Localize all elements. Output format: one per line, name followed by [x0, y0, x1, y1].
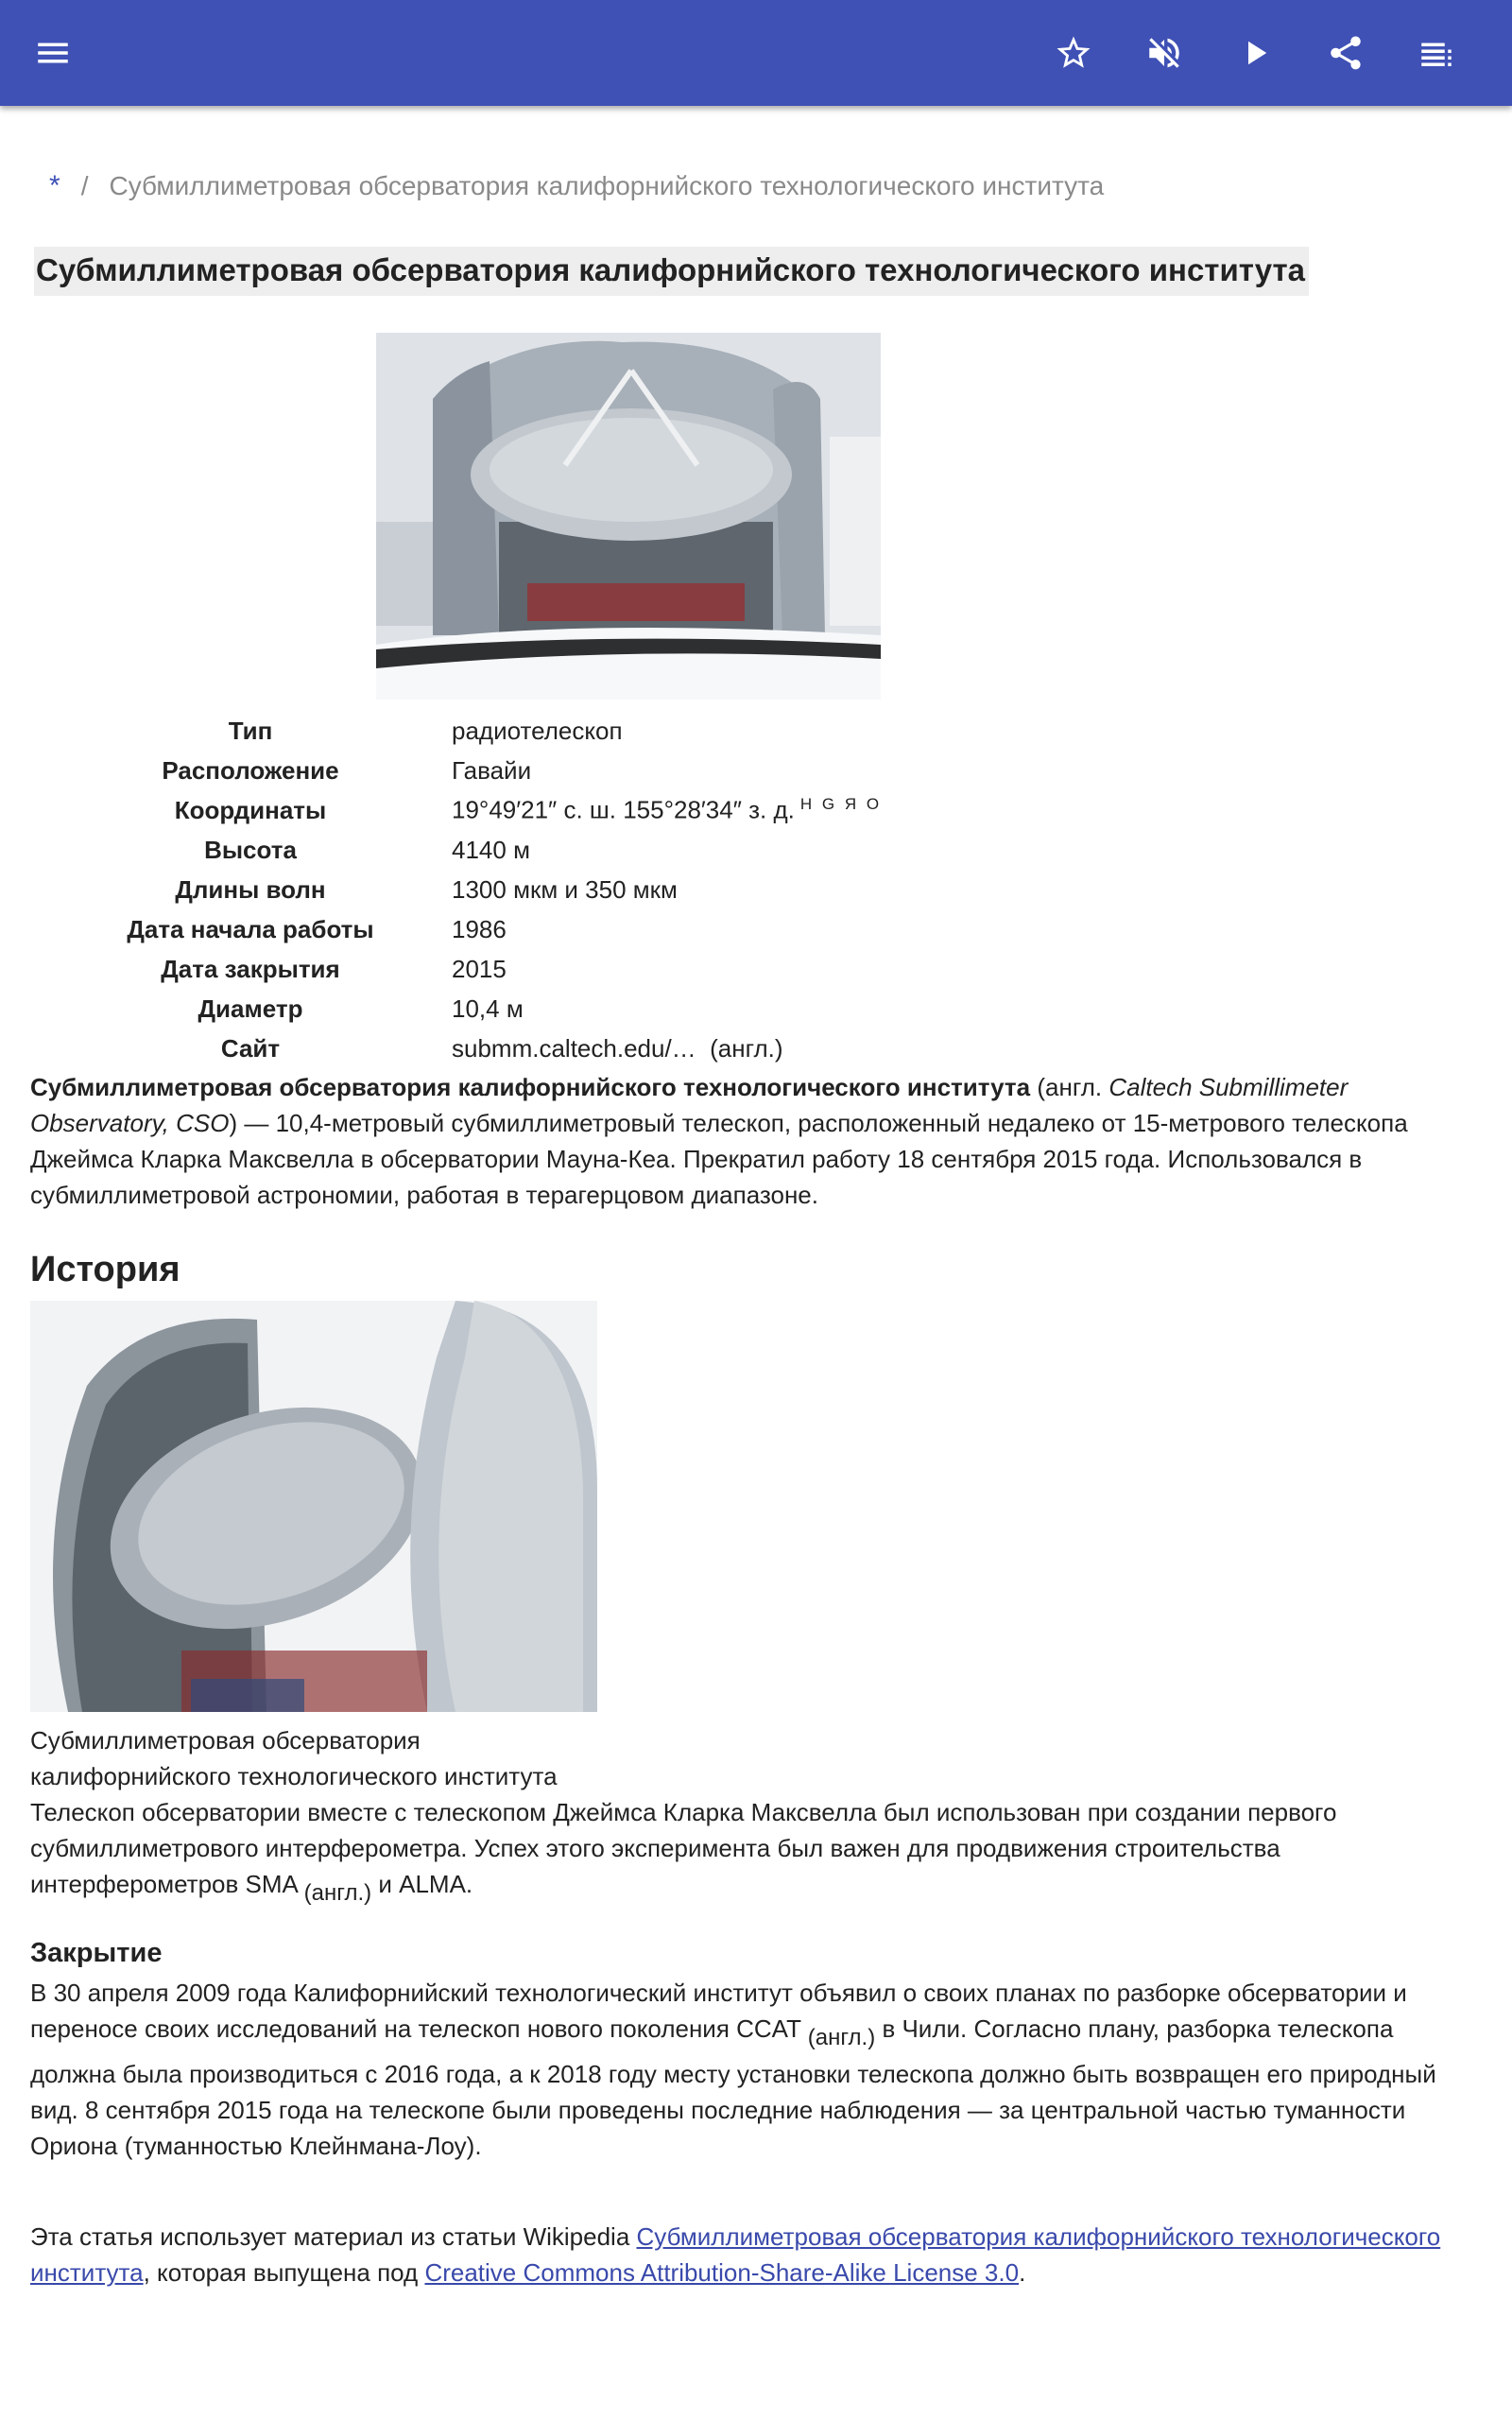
- menu-icon: [33, 33, 73, 73]
- infobox-value-site: [406, 1028, 882, 1068]
- playlist-icon: [1417, 33, 1456, 73]
- infobox-key: Расположение: [162, 755, 339, 785]
- site-lang-note: (англ.): [710, 1033, 783, 1063]
- play-icon: [1235, 33, 1275, 73]
- infobox-key: Дата закрытия: [161, 954, 340, 983]
- infobox-key: Координаты: [174, 795, 327, 824]
- intro-italic: Caltech Submillimeter Observatory, CSO: [30, 1073, 1349, 1137]
- infobox-table: [94, 711, 882, 1068]
- history-heading: История: [30, 1250, 180, 1289]
- breadcrumb-current: Субмиллиметровая обсерватория калифорнийского технологического института: [109, 171, 1105, 200]
- intro-bold: Субмиллиметровая обсерватория калифорнийского технологического института: [30, 1073, 1031, 1101]
- intro-text-2: ) — 10,4-метровый субмиллиметровый телескоп, расположенный недалеко от 15-метрового телескопа Джеймса Кларка Максвелла в обсерватории Мауна-Кеа. Прекратил работу 18 сентября 2015 года. Использовался в субмиллиметровой астрономии, работая в терагерцовом диапазоне.: [30, 1109, 1408, 1209]
- ccat-lang-note[interactable]: (англ.): [807, 2025, 876, 2050]
- observatory-dish-drawing: [30, 1301, 597, 1712]
- infobox-key: Тип: [228, 716, 273, 745]
- map-links[interactable]: H G Я O: [799, 795, 883, 814]
- star-outline-icon: [1054, 33, 1093, 73]
- infobox-row: [94, 711, 882, 751]
- infobox-key: Сайт: [220, 1033, 281, 1063]
- infobox-value: 1300 мкм и 350 мкм: [452, 874, 678, 904]
- mute-button[interactable]: [1136, 25, 1193, 81]
- breadcrumb: [49, 170, 1104, 202]
- infobox-row: [94, 909, 882, 949]
- infobox-row: [94, 751, 882, 790]
- infobox-value-coordinates: [406, 790, 882, 830]
- footer-text-1: Эта статья использует материал из статьи Wikipedia: [30, 2222, 637, 2251]
- sma-lang-note[interactable]: (англ.): [303, 1880, 372, 1906]
- infobox-row: [94, 989, 882, 1028]
- infobox-row: [94, 1028, 882, 1068]
- footer-text-3: .: [1019, 2258, 1026, 2287]
- observatory-photo-drawing: [376, 333, 881, 700]
- footer-text-2: , которая выпущена под: [143, 2258, 425, 2287]
- infobox-row: [94, 949, 882, 989]
- play-button[interactable]: [1227, 25, 1283, 81]
- license-footer: [30, 2219, 1486, 2290]
- infobox-row: [94, 870, 882, 909]
- caption-line-2: калифорнийского технологического института: [30, 1762, 558, 1790]
- infobox-value: 2015: [452, 954, 507, 983]
- breadcrumb-separator: /: [80, 171, 89, 200]
- volume-off-icon: [1144, 33, 1184, 73]
- history-image-caption: [30, 1722, 597, 1794]
- playlist-button[interactable]: [1408, 25, 1465, 81]
- wikipedia-article-link[interactable]: Субмиллиметровая обсерватория калифорнийского технологического института: [30, 2222, 1441, 2287]
- menu-button[interactable]: [25, 25, 81, 81]
- favorite-button[interactable]: [1045, 25, 1102, 81]
- closing-text-2: в Чили. Согласно плану, разборка телескопа должна была производиться с 2016 года, а к 2018 году месту установки телескопа должно быть возвращен его природный вид. 8 сентября 2015 года на телескопе были проведены последние наблюдения — за центральной частью туманности Ориона (туманностью Клейнмана-Лоу).: [30, 2014, 1436, 2160]
- infobox-value: 1986: [452, 914, 507, 943]
- closing-paragraph: [30, 1975, 1486, 2164]
- infobox-value: Гавайи: [452, 755, 532, 785]
- page-title: Субмиллиметровая обсерватория калифорнийского технологического института: [34, 247, 1309, 296]
- infobox-key: Диаметр: [198, 994, 303, 1023]
- observatory-photo[interactable]: [376, 333, 881, 700]
- infobox-value: 10,4 м: [452, 994, 524, 1023]
- intro-paragraph: [30, 1069, 1486, 1213]
- observatory-dish-photo[interactable]: [30, 1301, 597, 1712]
- history-paragraph: [30, 1794, 1486, 1911]
- infobox-key: Длины волн: [175, 874, 326, 904]
- closing-text-1: В 30 апреля 2009 года Калифорнийский технологический институт объявил о своих планах по разборке обсерватории и переносе своих исследований на телескоп нового поколения CCAT: [30, 1979, 1407, 2043]
- infobox-key: Высота: [204, 835, 297, 864]
- share-icon: [1326, 33, 1366, 73]
- history-text-1: Телескоп обсерватории вместе с телескопом Джеймса Кларка Максвелла был использован при создании первого субмиллиметрового интерферометра. Успех этого эксперимента был важен для продвижения строительства интерферометров SMA: [30, 1798, 1337, 1898]
- license-link[interactable]: Creative Commons Attribution-Share-Alike License 3.0: [424, 2258, 1020, 2287]
- intro-text-1: (англ.: [1030, 1073, 1109, 1101]
- caption-line-1: Субмиллиметровая обсерватория: [30, 1726, 421, 1754]
- infobox-row: [94, 830, 882, 870]
- infobox-value: 4140 м: [452, 835, 530, 864]
- closing-heading: Закрытие: [30, 1938, 163, 1968]
- app-toolbar: [0, 0, 1512, 106]
- coordinates-text[interactable]: 19°49′21″ с. ш. 155°28′34″ з. д.: [452, 795, 795, 824]
- infobox-row: [94, 790, 882, 830]
- breadcrumb-home-link[interactable]: *: [49, 170, 60, 201]
- infobox-value: радиотелескоп: [452, 716, 623, 745]
- share-button[interactable]: [1317, 25, 1374, 81]
- site-link[interactable]: submm.caltech.edu/…: [452, 1033, 696, 1063]
- infobox-key: Дата начала работы: [127, 914, 374, 943]
- history-text-2: и ALMA.: [371, 1870, 473, 1898]
